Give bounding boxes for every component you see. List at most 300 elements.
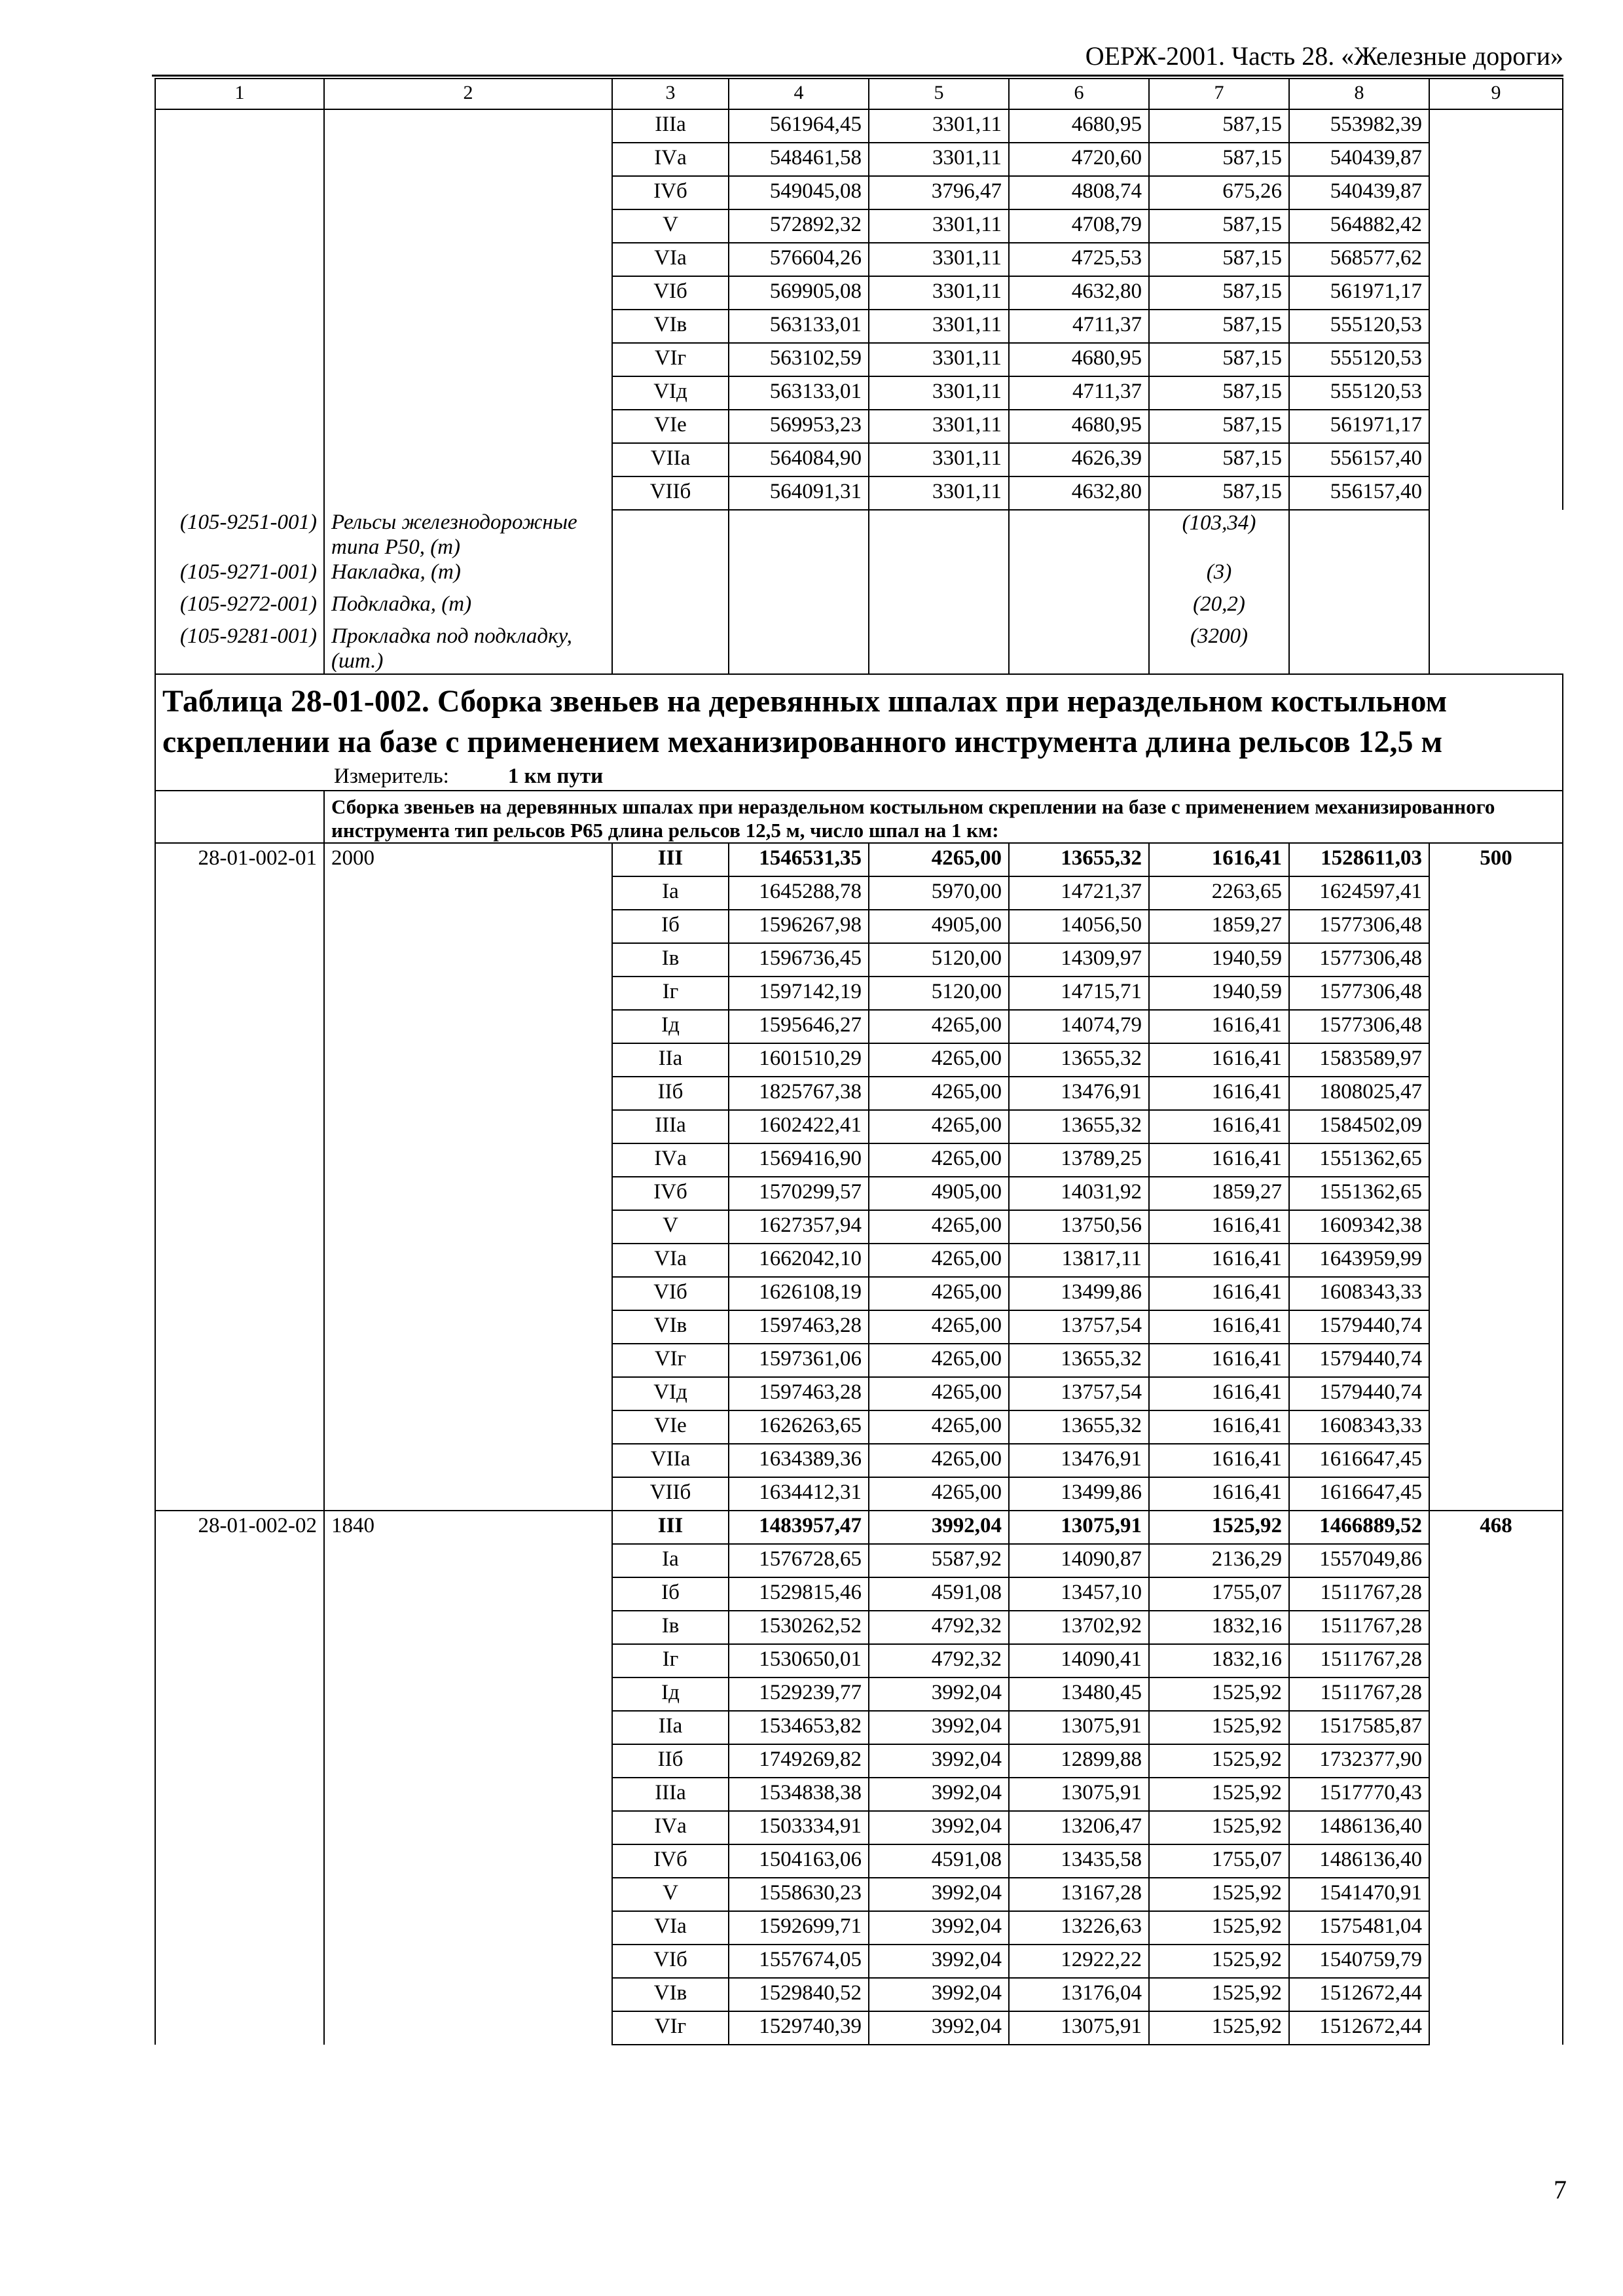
col9-cell bbox=[1429, 910, 1563, 943]
value-cell: 1755,07 bbox=[1149, 1844, 1289, 1878]
empty-cell bbox=[612, 624, 729, 674]
name-cell bbox=[324, 1043, 612, 1077]
value-cell: 3301,11 bbox=[869, 243, 1009, 276]
table-row bbox=[155, 1077, 1563, 1110]
name-cell bbox=[324, 310, 612, 343]
table-row bbox=[155, 1844, 1563, 1878]
value-cell: 1643959,99 bbox=[1289, 1244, 1429, 1277]
name-cell bbox=[324, 176, 612, 209]
name-cell bbox=[324, 1177, 612, 1210]
zone-cell: V bbox=[612, 1878, 729, 1911]
col9-cell bbox=[1429, 1010, 1563, 1043]
value-cell: 1504163,06 bbox=[729, 1844, 869, 1878]
empty-cell bbox=[729, 560, 869, 592]
zone-cell: VIв bbox=[612, 310, 729, 343]
resource-code: (105-9272-001) bbox=[155, 592, 324, 624]
table-row bbox=[155, 1344, 1563, 1377]
value-cell: 4265,00 bbox=[869, 1077, 1009, 1110]
value-cell: 14056,50 bbox=[1009, 910, 1149, 943]
value-cell: 4720,60 bbox=[1009, 143, 1149, 176]
value-cell: 1616,41 bbox=[1149, 1210, 1289, 1244]
value-cell: 1575481,04 bbox=[1289, 1911, 1429, 1945]
value-cell: 540439,87 bbox=[1289, 143, 1429, 176]
value-cell: 13206,47 bbox=[1009, 1811, 1149, 1844]
measure-value: 1 км пути bbox=[507, 764, 604, 788]
column-number: 6 bbox=[1009, 79, 1149, 109]
zone-cell: Iа bbox=[612, 1544, 729, 1577]
value-cell: 1592699,71 bbox=[729, 1911, 869, 1945]
col9-cell: 468 bbox=[1429, 1511, 1563, 1544]
column-number: 8 bbox=[1289, 79, 1429, 109]
zone-cell: V bbox=[612, 209, 729, 243]
value-cell: 3301,11 bbox=[869, 376, 1009, 410]
zone-cell: VIг bbox=[612, 343, 729, 376]
value-cell: 1525,92 bbox=[1149, 1711, 1289, 1744]
value-cell: 3992,04 bbox=[869, 1911, 1009, 1945]
value-cell: 1596736,45 bbox=[729, 943, 869, 977]
value-cell: 4265,00 bbox=[869, 1010, 1009, 1043]
zone-cell: Iд bbox=[612, 1677, 729, 1711]
code-cell bbox=[155, 109, 324, 143]
zone-cell: VIа bbox=[612, 1244, 729, 1277]
value-cell: 1616,41 bbox=[1149, 1377, 1289, 1410]
value-cell: 13789,25 bbox=[1009, 1143, 1149, 1177]
name-cell bbox=[324, 243, 612, 276]
zone-cell: VIд bbox=[612, 1377, 729, 1410]
value-cell: 1525,92 bbox=[1149, 1744, 1289, 1778]
value-cell: 587,15 bbox=[1149, 276, 1289, 310]
value-cell: 3796,47 bbox=[869, 176, 1009, 209]
empty-cell bbox=[612, 592, 729, 624]
name-cell bbox=[324, 1010, 612, 1043]
zone-cell: Iб bbox=[612, 910, 729, 943]
table-row bbox=[155, 176, 1563, 209]
zone-cell: Iа bbox=[612, 876, 729, 910]
zone-cell: IIIа bbox=[612, 1110, 729, 1143]
norm-code: 28-01-002-02 bbox=[155, 1511, 324, 1544]
norm-name: 1840 bbox=[324, 1511, 612, 1544]
value-cell: 587,15 bbox=[1149, 143, 1289, 176]
name-cell bbox=[324, 1978, 612, 2011]
table-row bbox=[155, 143, 1563, 176]
code-cell bbox=[155, 476, 324, 510]
value-cell: 1466889,52 bbox=[1289, 1511, 1429, 1544]
name-cell bbox=[324, 1477, 612, 1511]
zone-cell: VIв bbox=[612, 1310, 729, 1344]
code-cell bbox=[155, 343, 324, 376]
value-cell: 572892,32 bbox=[729, 209, 869, 243]
name-cell bbox=[324, 1444, 612, 1477]
name-cell bbox=[324, 1310, 612, 1344]
table-row bbox=[155, 1277, 1563, 1310]
name-cell bbox=[324, 1811, 612, 1844]
zone-cell: VIг bbox=[612, 1344, 729, 1377]
value-cell: 12899,88 bbox=[1009, 1744, 1149, 1778]
name-cell bbox=[324, 910, 612, 943]
col9-cell bbox=[1429, 1844, 1563, 1878]
value-cell: 1616,41 bbox=[1149, 1110, 1289, 1143]
zone-cell: IVа bbox=[612, 143, 729, 176]
value-cell: 13655,32 bbox=[1009, 1043, 1149, 1077]
col9-cell bbox=[1429, 1043, 1563, 1077]
column-number: 1 bbox=[155, 79, 324, 109]
col9-cell bbox=[1429, 1945, 1563, 1978]
empty-cell bbox=[612, 560, 729, 592]
column-number: 2 bbox=[324, 79, 612, 109]
code-cell bbox=[155, 1744, 324, 1778]
code-cell bbox=[155, 2011, 324, 2045]
value-cell: 1557674,05 bbox=[729, 1945, 869, 1978]
name-cell bbox=[324, 343, 612, 376]
value-cell: 1597361,06 bbox=[729, 1344, 869, 1377]
col9-cell bbox=[1429, 1911, 1563, 1945]
table-row bbox=[155, 476, 1563, 510]
zone-cell: IIб bbox=[612, 1077, 729, 1110]
name-cell bbox=[324, 1143, 612, 1177]
value-cell: 3992,04 bbox=[869, 2011, 1009, 2045]
value-cell: 13702,92 bbox=[1009, 1611, 1149, 1644]
value-cell: 1525,92 bbox=[1149, 1511, 1289, 1544]
value-cell: 556157,40 bbox=[1289, 443, 1429, 476]
value-cell: 1576728,65 bbox=[729, 1544, 869, 1577]
name-cell bbox=[324, 1778, 612, 1811]
value-cell: 561971,17 bbox=[1289, 276, 1429, 310]
resource-code: (105-9271-001) bbox=[155, 560, 324, 592]
zone-cell: VIб bbox=[612, 1277, 729, 1310]
value-cell: 1616,41 bbox=[1149, 1077, 1289, 1110]
value-cell: 1597463,28 bbox=[729, 1377, 869, 1410]
empty-cell bbox=[1009, 510, 1149, 560]
value-cell: 1486136,40 bbox=[1289, 1844, 1429, 1878]
col9-cell bbox=[1429, 1477, 1563, 1511]
value-cell: 1859,27 bbox=[1149, 1177, 1289, 1210]
value-cell: 4265,00 bbox=[869, 843, 1009, 876]
value-cell: 1608343,33 bbox=[1289, 1410, 1429, 1444]
empty-cell bbox=[869, 560, 1009, 592]
code-cell bbox=[155, 1444, 324, 1477]
col9-cell bbox=[1429, 343, 1563, 376]
col9-cell bbox=[1429, 1611, 1563, 1644]
value-cell: 2136,29 bbox=[1149, 1544, 1289, 1577]
value-cell: 568577,62 bbox=[1289, 243, 1429, 276]
measure-label: Измеритель: bbox=[334, 764, 449, 788]
value-cell: 1940,59 bbox=[1149, 943, 1289, 977]
name-cell bbox=[324, 1711, 612, 1744]
value-cell: 4265,00 bbox=[869, 1477, 1009, 1511]
name-cell bbox=[324, 876, 612, 910]
value-cell: 13757,54 bbox=[1009, 1377, 1149, 1410]
zone-cell: Iг bbox=[612, 977, 729, 1010]
col9-cell bbox=[1429, 1577, 1563, 1611]
resource-code: (105-9281-001) bbox=[155, 624, 324, 674]
value-cell: 3992,04 bbox=[869, 1677, 1009, 1711]
value-cell: 1558630,23 bbox=[729, 1878, 869, 1911]
table-row bbox=[155, 1677, 1563, 1711]
empty-cell bbox=[155, 791, 324, 843]
code-cell bbox=[155, 1544, 324, 1577]
empty-cell bbox=[1289, 510, 1429, 560]
value-cell: 1616647,45 bbox=[1289, 1444, 1429, 1477]
col9-cell bbox=[1429, 2011, 1563, 2045]
value-cell: 1511767,28 bbox=[1289, 1577, 1429, 1611]
value-cell: 3301,11 bbox=[869, 209, 1009, 243]
code-cell bbox=[155, 1844, 324, 1878]
value-cell: 1626108,19 bbox=[729, 1277, 869, 1310]
value-cell: 1595646,27 bbox=[729, 1010, 869, 1043]
resource-name: Прокладка под подкладку, (шт.) bbox=[324, 624, 612, 674]
name-cell bbox=[324, 443, 612, 476]
value-cell: 4711,37 bbox=[1009, 376, 1149, 410]
zone-cell: VIв bbox=[612, 1978, 729, 2011]
table-row bbox=[155, 943, 1563, 977]
name-cell bbox=[324, 1844, 612, 1878]
zone-cell: IIа bbox=[612, 1711, 729, 1744]
col9-cell bbox=[1429, 1544, 1563, 1577]
resource-code: (105-9251-001) bbox=[155, 510, 324, 560]
value-cell: 1579440,74 bbox=[1289, 1310, 1429, 1344]
col9-cell bbox=[1429, 143, 1563, 176]
table-row bbox=[155, 243, 1563, 276]
zone-cell: VIд bbox=[612, 376, 729, 410]
value-cell: 13817,11 bbox=[1009, 1244, 1149, 1277]
column-number: 5 bbox=[869, 79, 1009, 109]
zone-cell: VIIа bbox=[612, 443, 729, 476]
value-cell: 1608343,33 bbox=[1289, 1277, 1429, 1310]
value-cell: 3301,11 bbox=[869, 143, 1009, 176]
col9-cell bbox=[1429, 1978, 1563, 2011]
col9-cell bbox=[1429, 376, 1563, 410]
value-cell: 1530262,52 bbox=[729, 1611, 869, 1644]
value-cell: 1579440,74 bbox=[1289, 1377, 1429, 1410]
value-cell: 3992,04 bbox=[869, 1511, 1009, 1544]
empty-cell bbox=[1009, 624, 1149, 674]
value-cell: 555120,53 bbox=[1289, 343, 1429, 376]
value-cell: 1525,92 bbox=[1149, 1911, 1289, 1945]
col9-cell bbox=[1429, 1310, 1563, 1344]
col9-cell bbox=[1429, 476, 1563, 510]
value-cell: 3301,11 bbox=[869, 310, 1009, 343]
code-cell bbox=[155, 243, 324, 276]
value-cell: 13226,63 bbox=[1009, 1911, 1149, 1945]
name-cell bbox=[324, 1077, 612, 1110]
value-cell: 1616,41 bbox=[1149, 1244, 1289, 1277]
value-cell: 4808,74 bbox=[1009, 176, 1149, 209]
col9-cell bbox=[1429, 1277, 1563, 1310]
column-number: 4 bbox=[729, 79, 869, 109]
value-cell: 13435,58 bbox=[1009, 1844, 1149, 1878]
value-cell: 13176,04 bbox=[1009, 1978, 1149, 2011]
value-cell: 564882,42 bbox=[1289, 209, 1429, 243]
value-cell: 675,26 bbox=[1149, 176, 1289, 209]
col9-cell bbox=[1429, 1644, 1563, 1677]
resource-name: Подкладка, (т) bbox=[324, 592, 612, 624]
col9-cell bbox=[1429, 1143, 1563, 1177]
resource-name: Рельсы железнодорожные типа Р50, (т) bbox=[324, 510, 612, 560]
table-row bbox=[155, 1911, 1563, 1945]
value-cell: 569905,08 bbox=[729, 276, 869, 310]
zone-cell: VIа bbox=[612, 1911, 729, 1945]
table-title-text: Таблица 28-01-002. Сборка звеньев на деревянных шпалах при нераздельном костыльном скреплении на базе с применением механизированного инструмента длина рельсов 12,5 м bbox=[162, 684, 1448, 759]
value-cell: 4725,53 bbox=[1009, 243, 1149, 276]
col9-cell bbox=[1429, 1677, 1563, 1711]
code-cell bbox=[155, 1811, 324, 1844]
value-cell: 1634389,36 bbox=[729, 1444, 869, 1477]
table-row bbox=[155, 1878, 1563, 1911]
value-cell: 13457,10 bbox=[1009, 1577, 1149, 1611]
value-cell: 1662042,10 bbox=[729, 1244, 869, 1277]
code-cell bbox=[155, 1945, 324, 1978]
code-cell bbox=[155, 1344, 324, 1377]
value-cell: 587,15 bbox=[1149, 209, 1289, 243]
value-cell: 1551362,65 bbox=[1289, 1143, 1429, 1177]
code-cell bbox=[155, 1143, 324, 1177]
value-cell: 548461,58 bbox=[729, 143, 869, 176]
table-description: Сборка звеньев на деревянных шпалах при нераздельном костыльном скреплении на базе с применением механизированного инструмента тип рельсов Р65 длина рельсов 12,5 м, число шпал на 1 км: bbox=[324, 791, 1563, 843]
norm-code: 28-01-002-01 bbox=[155, 843, 324, 876]
zone-cell: V bbox=[612, 1210, 729, 1244]
code-cell bbox=[155, 977, 324, 1010]
value-cell: 561964,45 bbox=[729, 109, 869, 143]
value-cell: 587,15 bbox=[1149, 243, 1289, 276]
value-cell: 563102,59 bbox=[729, 343, 869, 376]
code-cell bbox=[155, 1611, 324, 1644]
table-row bbox=[155, 1644, 1563, 1677]
name-cell bbox=[324, 1210, 612, 1244]
zone-cell: VIе bbox=[612, 410, 729, 443]
table-row bbox=[155, 276, 1563, 310]
table-row bbox=[155, 1744, 1563, 1778]
value-cell: 4591,08 bbox=[869, 1577, 1009, 1611]
col9-cell bbox=[1429, 109, 1563, 143]
value-cell: 1525,92 bbox=[1149, 2011, 1289, 2045]
empty-cell bbox=[1289, 592, 1429, 624]
col9-cell bbox=[1429, 1177, 1563, 1210]
value-cell: 564091,31 bbox=[729, 476, 869, 510]
resource-name: Накладка, (т) bbox=[324, 560, 612, 592]
name-cell bbox=[324, 209, 612, 243]
value-cell: 1551362,65 bbox=[1289, 1177, 1429, 1210]
value-cell: 556157,40 bbox=[1289, 476, 1429, 510]
resource-row bbox=[155, 510, 1563, 560]
table-row bbox=[155, 1811, 1563, 1844]
col9-cell bbox=[1429, 1444, 1563, 1477]
value-cell: 1517585,87 bbox=[1289, 1711, 1429, 1744]
zone-cell: VIIа bbox=[612, 1444, 729, 1477]
value-cell: 4792,32 bbox=[869, 1611, 1009, 1644]
value-cell: 1616,41 bbox=[1149, 1010, 1289, 1043]
name-cell bbox=[324, 376, 612, 410]
value-cell: 587,15 bbox=[1149, 476, 1289, 510]
value-cell: 13075,91 bbox=[1009, 1778, 1149, 1811]
code-cell bbox=[155, 1277, 324, 1310]
col9-cell bbox=[1429, 876, 1563, 910]
code-cell bbox=[155, 1377, 324, 1410]
name-cell bbox=[324, 943, 612, 977]
table-row bbox=[155, 1778, 1563, 1811]
code-cell bbox=[155, 1477, 324, 1511]
column-number: 7 bbox=[1149, 79, 1289, 109]
name-cell bbox=[324, 1544, 612, 1577]
name-cell bbox=[324, 977, 612, 1010]
col9-cell bbox=[1429, 1377, 1563, 1410]
value-cell: 1517770,43 bbox=[1289, 1778, 1429, 1811]
value-cell: 14715,71 bbox=[1009, 977, 1149, 1010]
table-row bbox=[155, 1244, 1563, 1277]
code-cell bbox=[155, 876, 324, 910]
value-cell: 14090,41 bbox=[1009, 1644, 1149, 1677]
name-cell bbox=[324, 1878, 612, 1911]
column-number: 9 bbox=[1429, 79, 1563, 109]
value-cell: 1577306,48 bbox=[1289, 977, 1429, 1010]
col9-cell bbox=[1429, 1744, 1563, 1778]
code-cell bbox=[155, 1310, 324, 1344]
empty-cell bbox=[1289, 624, 1429, 674]
value-cell: 4711,37 bbox=[1009, 310, 1149, 343]
value-cell: 4905,00 bbox=[869, 1177, 1009, 1210]
value-cell: 587,15 bbox=[1149, 443, 1289, 476]
column-number-row bbox=[155, 79, 1563, 109]
name-cell bbox=[324, 1945, 612, 1978]
value-cell: 1616,41 bbox=[1149, 1444, 1289, 1477]
value-cell: 4632,80 bbox=[1009, 476, 1149, 510]
name-cell bbox=[324, 143, 612, 176]
value-cell: 1529840,52 bbox=[729, 1978, 869, 2011]
zone-cell: IIб bbox=[612, 1744, 729, 1778]
value-cell: 1597142,19 bbox=[729, 977, 869, 1010]
value-cell: 1616,41 bbox=[1149, 1344, 1289, 1377]
code-cell bbox=[155, 376, 324, 410]
table-row bbox=[155, 1611, 1563, 1644]
value-cell: 4265,00 bbox=[869, 1377, 1009, 1410]
value-cell: 14721,37 bbox=[1009, 876, 1149, 910]
value-cell: 1645288,78 bbox=[729, 876, 869, 910]
code-cell bbox=[155, 910, 324, 943]
table-row bbox=[155, 2011, 1563, 2045]
value-cell: 1825767,38 bbox=[729, 1077, 869, 1110]
value-cell: 1634412,31 bbox=[729, 1477, 869, 1511]
name-cell bbox=[324, 1577, 612, 1611]
zone-cell: Iв bbox=[612, 1611, 729, 1644]
value-cell: 1525,92 bbox=[1149, 1978, 1289, 2011]
name-cell bbox=[324, 1677, 612, 1711]
value-cell: 1577306,48 bbox=[1289, 943, 1429, 977]
table-row bbox=[155, 1377, 1563, 1410]
zone-cell: IVб bbox=[612, 1844, 729, 1878]
table-row bbox=[155, 1544, 1563, 1577]
value-cell: 4680,95 bbox=[1009, 109, 1149, 143]
value-cell: 587,15 bbox=[1149, 343, 1289, 376]
value-cell: 1529740,39 bbox=[729, 2011, 869, 2045]
zone-cell: IIIа bbox=[612, 1778, 729, 1811]
table-row bbox=[155, 1978, 1563, 2011]
value-cell: 1596267,98 bbox=[729, 910, 869, 943]
value-cell: 1832,16 bbox=[1149, 1644, 1289, 1677]
zone-cell: IIа bbox=[612, 1043, 729, 1077]
name-cell bbox=[324, 1410, 612, 1444]
col9-cell bbox=[1429, 1110, 1563, 1143]
value-cell: 4680,95 bbox=[1009, 410, 1149, 443]
value-cell: 587,15 bbox=[1149, 376, 1289, 410]
column-number: 3 bbox=[612, 79, 729, 109]
zone-cell: IVб bbox=[612, 176, 729, 209]
code-cell bbox=[155, 1711, 324, 1744]
value-cell: 4265,00 bbox=[869, 1277, 1009, 1310]
col9-cell bbox=[1429, 176, 1563, 209]
value-cell: 1530650,01 bbox=[729, 1644, 869, 1677]
value-cell: 1557049,86 bbox=[1289, 1544, 1429, 1577]
value-cell: 1541470,91 bbox=[1289, 1878, 1429, 1911]
value-cell: 1577306,48 bbox=[1289, 1010, 1429, 1043]
